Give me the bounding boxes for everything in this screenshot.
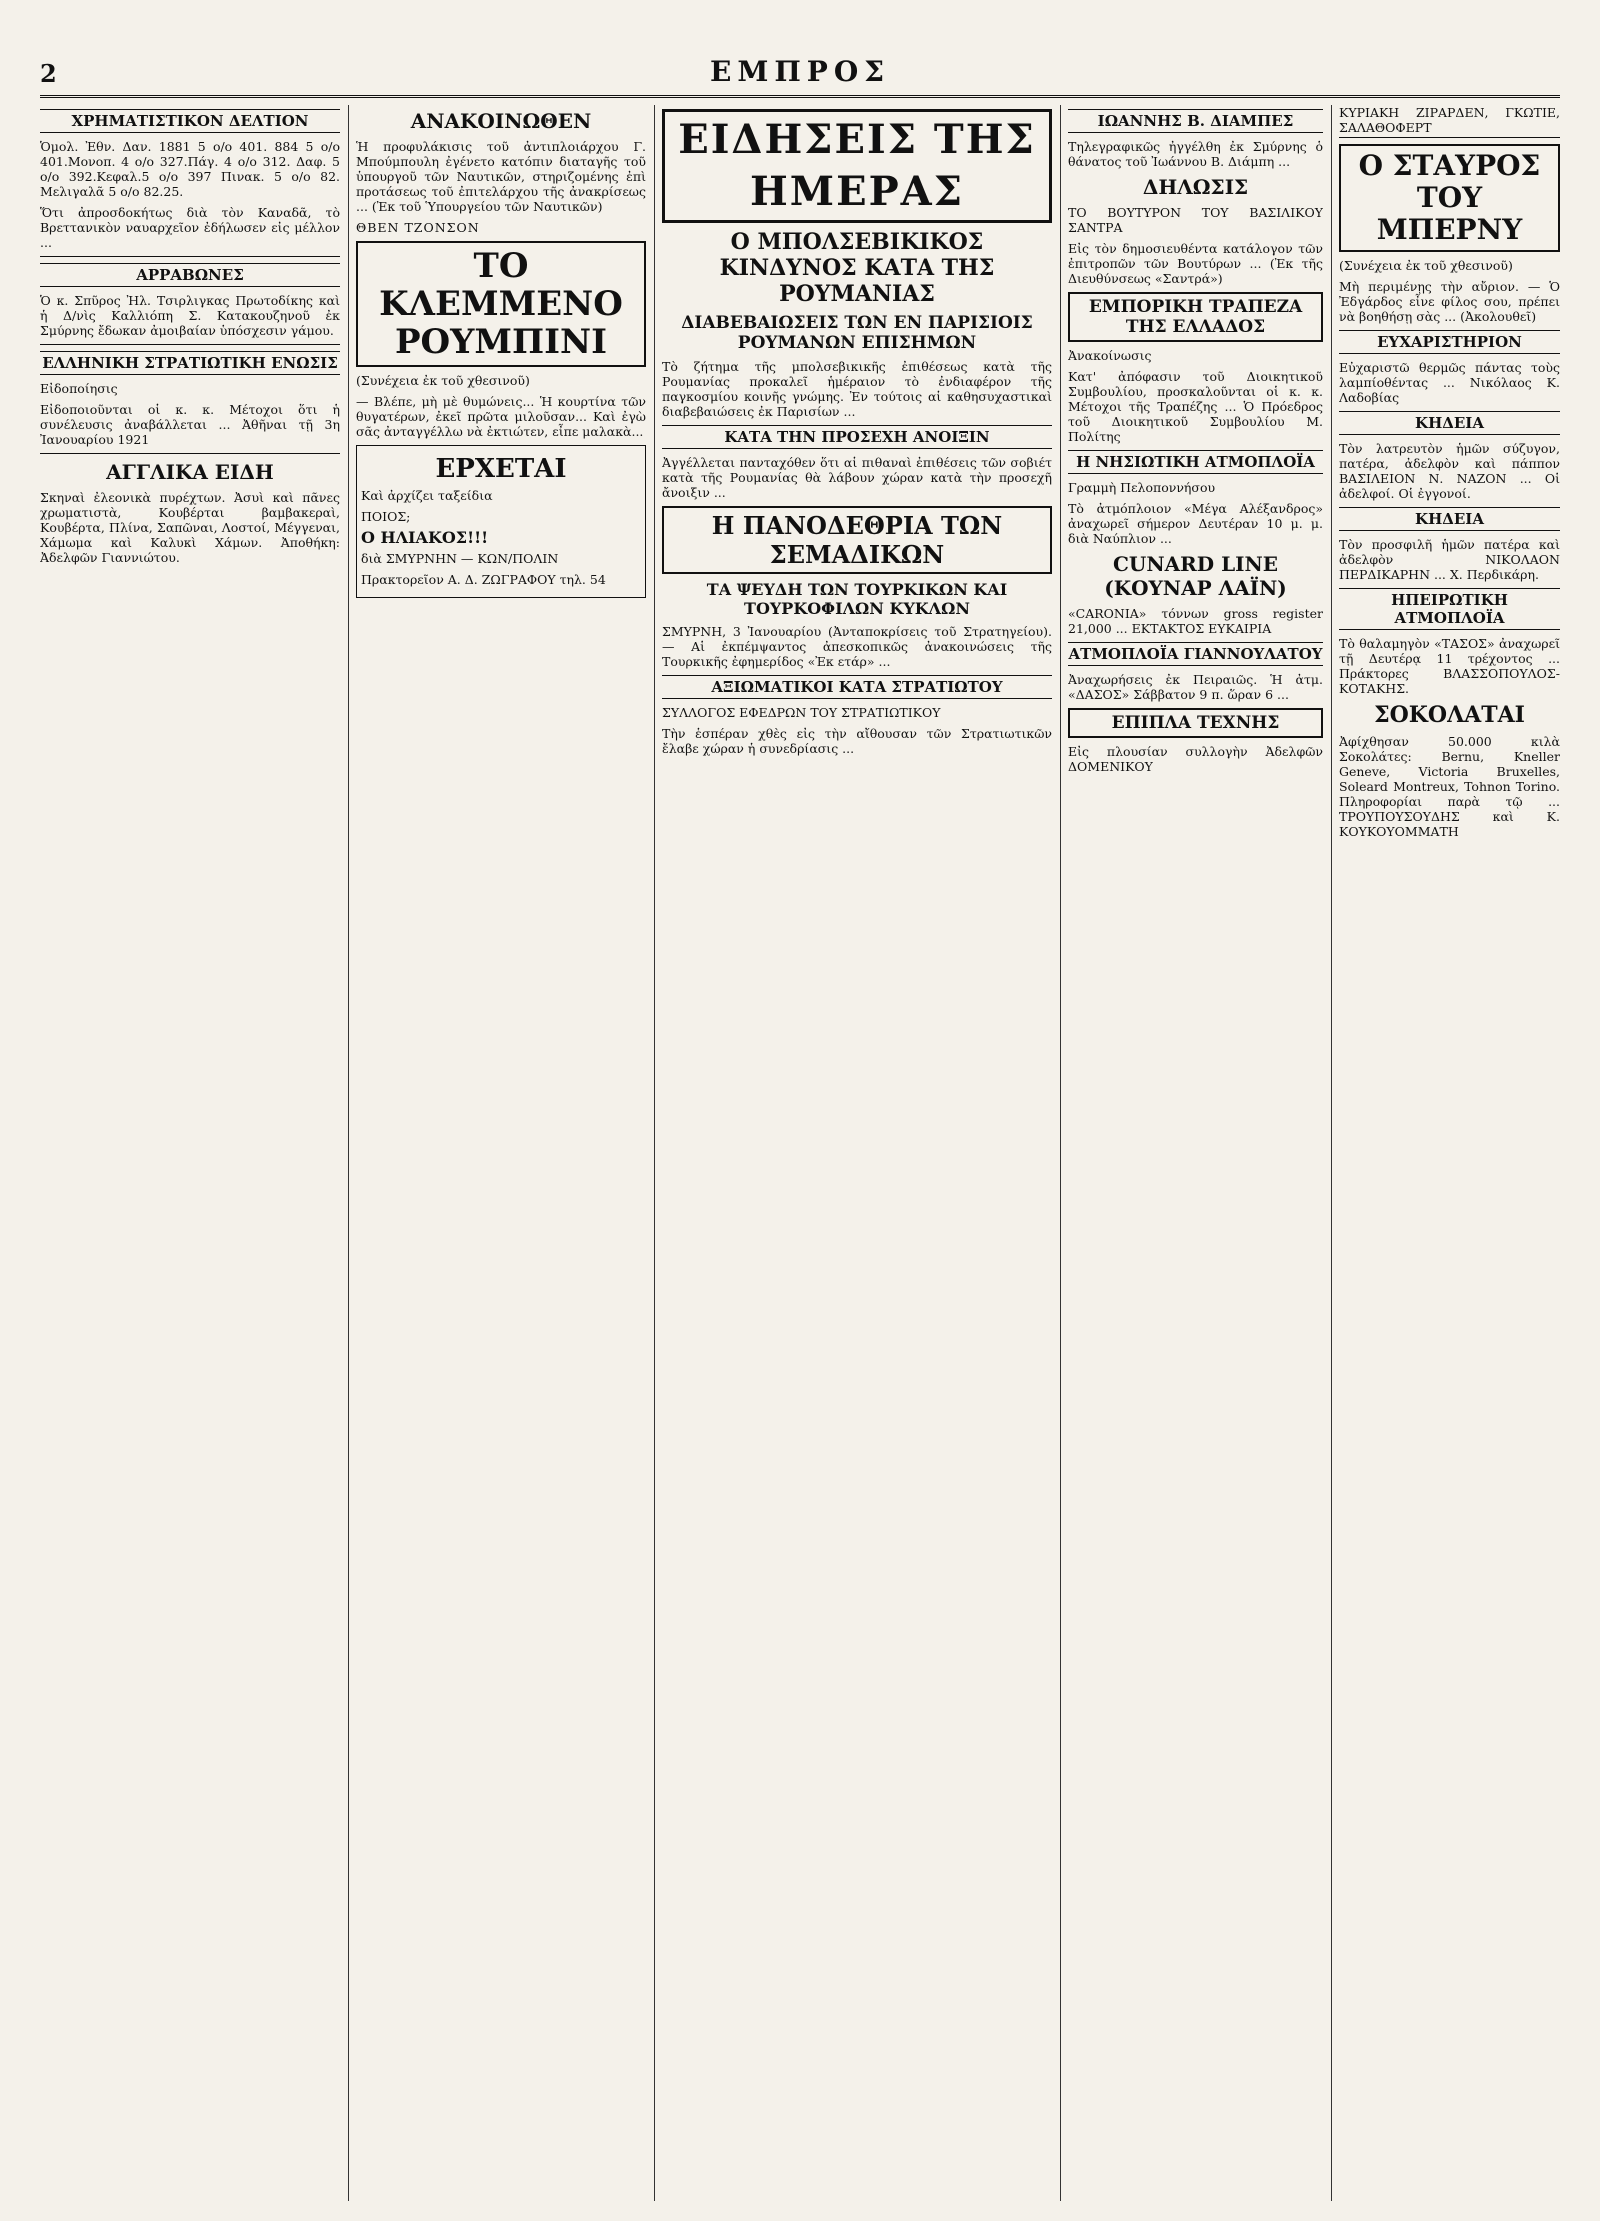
furniture-title: ΕΠΙΠΛΑ ΤΕΧΝΗΣ: [1068, 708, 1323, 738]
funeral-title-1: ΚΗΔΕΙΑ: [1339, 411, 1560, 435]
romania-subhead: ΔΙΑΒΕΒΑΙΩΣΕΙΣ ΤΩΝ ΕΝ ΠΑΡΙΣΙΟΙΣ ΡΟΥΜΑΝΩΝ ΕΠΙΣΗΜΩΝ: [681, 313, 1033, 353]
column-rule: [654, 105, 655, 2201]
declaration-title: ΔΗΛΩΣΙΣ: [1142, 175, 1249, 199]
serial-body: — Βλέπε, μὴ μὲ θυμώνεις... Ἡ κουρτίνα τῶν θυγατέρων, ἐκεῖ πρῶτα μιλοῦσαν... Καὶ ἐγὼ σᾶς ἀνταγγέλλω νὰ ἐκτιώτεν, εἶπε μαλακὰ...: [356, 394, 646, 439]
officers-body: Τὴν ἑσπέραν χθὲς εἰς τὴν αἴθουσαν τῶν Στρατιωτικῶν ἔλαβε χώραν ἡ συνεδρίασις ...: [662, 726, 1052, 756]
cross-body: Μὴ περιμένῃς τὴν αὔριον. — Ὁ Ἐδγάρδος εἶνε φίλος σου, πρέπει νὰ βοηθήσῃ σὰς ... (Ἀκολουθεῖ): [1339, 279, 1560, 324]
thanks-title: ΕΥΧΑΡΙΣΤΗΡΙΟΝ: [1339, 330, 1560, 354]
financial-bulletin-body: Ὁμολ. Ἐθν. Δαν. 1881 5 ο/ο 401. 884 5 ο/ο 401.Μονοπ. 4 ο/ο 327.Πάγ. 4 ο/ο 312. Δαφ. 5 ο/ο 392.Κεφαλ.5 ο/ο 397 Πινακ. 5 ο/ο 82. Μελιγαλᾶ 5 ο/ο 82.25.: [40, 139, 340, 199]
chocolates-body: Ἀφίχθησαν 50.000 κιλὰ Σοκολάτες: Bernu, Kneller Geneve, Victoria Bruxelles, Soleard Montreux, Tohnon Torino. Πληροφορίαι παρὰ τῷ ... ΤΡΟΥΠΟΥΣΟΥΔΗΣ καὶ Κ. ΚΟΥΚΟΥΟΜΜΑΤΗ: [1339, 734, 1560, 839]
financial-bulletin-body-2: Ὅτι ἀπροσδοκήτως διὰ τὸν Καναδᾶ, τὸ Βρεττανικὸν ναυαρχεῖον ἐδήλωσεν εἰς μέλλον ...: [40, 205, 340, 250]
column-2: [356, 105, 646, 2201]
ship-advert-title: ΕΡΧΕΤΑΙ: [435, 454, 567, 484]
spring-subhead: ΚΑΤΑ ΤΗΝ ΠΡΟΣΕΧΗ ΑΝΟΙΞΙΝ: [662, 425, 1052, 449]
ship-advert-agent: Πρακτορεῖον Α. Δ. ΖΩΓΡΑΦΟΥ τηλ. 54: [361, 572, 606, 587]
column-rule: [1060, 105, 1061, 2201]
furniture-body: Εἰς πλουσίαν συλλογὴν Ἀδελφῶν ΔΟΜΕΝΙΚΟΥ: [1068, 744, 1323, 774]
column-1: [40, 105, 340, 2201]
giannoulatos-body: Ἀναχωρήσεις ἐκ Πειραιῶς. Ἡ ἀτμ. «ΔΑΣΟΣ» Σάββατον 9 π. ὥραν 6 ...: [1068, 672, 1323, 702]
romania-body: Τὸ ζήτημα τῆς μπολσεβικικῆς ἐπιθέσεως κατὰ τῆς Ρουμανίας προκαλεῖ ἡμέραιον τὸ ἐνδιαφέρον τῆς παγκοσμίου κοινῆς γνώμης. Ἐν τούτοις αἱ καθησυχαστικαὶ διαβεβαιώσεις ἐκ Παρισίων ...: [662, 359, 1052, 419]
epirus-line-title: ΗΠΕΙΡΩΤΙΚΗ ΑΤΜΟΠΛΟΪΑ: [1339, 588, 1560, 630]
declaration-subtitle: ΤΟ ΒΟΥΤΥΡΟΝ ΤΟΥ ΒΑΣΙΛΙΚΟΥ ΣΑΝΤΡΑ: [1068, 205, 1323, 235]
cross-continuation: (Συνέχεια ἐκ τοῦ χθεσινοῦ): [1339, 258, 1513, 273]
column-rule: [1331, 105, 1332, 2201]
officers-headline: ΑΞΙΩΜΑΤΙΚΟΙ ΚΑΤΑ ΣΤΡΑΤΙΩΤΟΥ: [662, 675, 1052, 699]
funeral-title-2: ΚΗΔΕΙΑ: [1339, 507, 1560, 531]
financial-bulletin-title: ΧΡΗΜΑΤΙΣΤΙΚΟΝ ΔΕΛΤΙΟΝ: [40, 109, 340, 133]
chocolates-title: ΣΟΚΟΛΑΤΑΙ: [1374, 702, 1525, 728]
spring-body: Ἀγγέλλεται πανταχόθεν ὅτι αἱ πιθαναὶ ἐπιθέσεις τῶν σοβιέτ κατὰ τῆς Ρουμανίας θὰ λάβουν χώραν κατὰ τὴν προσεχῆ ἄνοιξιν ...: [662, 455, 1052, 500]
engagements-title: ΑΡΡΑΒΩΝΕΣ: [40, 263, 340, 287]
ship-advert-line-2: ΠΟΙΟΣ;: [361, 509, 411, 524]
announcement-body: Ἡ προφυλάκισις τοῦ ἀντιπλοιάρχου Γ. Μπούμπουλη ἐγένετο κατόπιν διαταγῆς τοῦ ὑπουργοῦ τῶν Ναυτικῶν, στηριζομένης ἐπὶ προτάσεως τοῦ ἐπιτελάρχου τῆς ἀνακρίσεως ... (Ἐκ τοῦ Ὑπουργείου τῶν Ναυτικῶν): [356, 139, 646, 214]
military-union-title: ΕΛΛΗΝΙΚΗ ΣΤΡΑΤΙΩΤΙΚΗ ΕΝΩΣΙΣ: [40, 351, 340, 375]
news-of-day-banner: ΕΙΔΗΣΕΙΣ ΤΗΣ ΗΜΕΡΑΣ: [662, 109, 1052, 223]
column-5: [1339, 105, 1560, 2201]
bank-title: ΕΜΠΟΡΙΚΗ ΤΡΑΠΕΖΑ ΤΗΣ ΕΛΛΑΔΟΣ: [1068, 292, 1323, 342]
page-number: 2: [40, 59, 57, 88]
declaration-body: Εἰς τὸν δημοσιευθέντα κατάλογον τῶν ἐπιτροπῶν τῶν Βουτύρων ... (Ἐκ τῆς Διευθύνσεως «Σαντρά»): [1068, 241, 1323, 286]
obituary-title: ΙΩΑΝΝΗΣ Β. ΔΙΑΜΠΕΣ: [1068, 109, 1323, 133]
masthead: [40, 55, 1560, 98]
paper-name: ΕΜΠΡΟΣ: [709, 55, 891, 88]
ship-advert: [356, 445, 646, 598]
ship-advert-line-1: Καὶ ἀρχίζει ταξείδια: [361, 488, 493, 503]
ship-advert-route: διὰ ΣΜΥΡΝΗΝ — ΚΩΝ/ΠΟΛΙΝ: [361, 551, 559, 566]
column-4: [1068, 105, 1323, 2201]
funeral-body-2: Τὸν προσφιλῆ ἡμῶν πατέρα καὶ ἀδελφὸν ΝΙΚΟΛΑΟΝ ΠΕΡΔΙΚΑΡΗΝ ... Χ. Περδικάρη.: [1339, 537, 1560, 582]
ship-advert-ship-name: Ο ΗΛΙΑΚΟΣ!!!: [361, 528, 489, 547]
military-union-subtitle: Εἰδοποίησις: [40, 381, 118, 396]
cunard-body: «CARONIA» τόννων gross register 21,000 ... ΕΚΤΑΚΤΟΣ ΕΥΚΑΙΡΙΑ: [1068, 606, 1323, 636]
giannoulatos-title: ΑΤΜΟΠΛΟΪΑ ΓΙΑΝΝΟΥΛΑΤΟΥ: [1068, 642, 1323, 666]
semadikon-headline: Η ΠΑΝΟΔΕΘΡΙΑ ΤΩΝ ΣΕΜΑΔΙΚΩΝ: [662, 506, 1052, 574]
semadikon-body: ΣΜΥΡΝΗ, 3 Ἰανουαρίου (Ἀνταποκρίσεις τοῦ Στρατηγείου). — Αἱ ἐκπέμψαντος ἀπεσκοπικῶς ἀνακοινώσεις τῆς Τουρκικῆς ἐφημερίδος «Ἐκ ετάρ» ...: [662, 624, 1052, 669]
engagements-body: Ὁ κ. Σπῦρος Ἠλ. Τσιρλιγκας Πρωτοδίκης καὶ ἡ Δ/νὶς Καλλιόπη Σ. Κατακουζηνοῦ ἐκ Σμύρνης ἔδωκαν ἀμοιβαίαν ὑπόσχεσιν γάμου.: [40, 293, 340, 338]
island-line-title: Η ΝΗΣΙΩΤΙΚΗ ΑΤΜΟΠΛΟΪΑ: [1068, 450, 1323, 474]
epirus-line-body: Τὸ θαλαμηγὸν «ΤΑΣΟΣ» ἀναχωρεῖ τῇ Δευτέρᾳ 11 τρέχοντος ... Πράκτορες ΒΛΑΣΣΟΠΟΥΛΟΣ-ΚΟΤΑΚΗΣ.: [1339, 636, 1560, 696]
bank-subtitle: Ἀνακοίνωσις: [1068, 348, 1152, 363]
romania-headline: Ο ΜΠΟΛΣΕΒΙΚΙΚΟΣ ΚΙΝΔΥΝΟΣ ΚΑΤΑ ΤΗΣ ΡΟΥΜΑΝΙΑΣ: [719, 229, 995, 307]
announcement-title: ΑΝΑΚΟΙΝΩΘΕΝ: [410, 109, 592, 133]
serial-headline: ΤΟ ΚΛΕΜΜΕΝΟ ΡΟΥΜΠΙΝΙ: [356, 241, 646, 367]
semadikon-subhead: ΤΑ ΨΕΥΔΗ ΤΩΝ ΤΟΥΡΚΙΚΩΝ ΚΑΙ ΤΟΥΡΚΟΦΙΛΩΝ ΚΥΚΛΩΝ: [706, 580, 1008, 618]
thanks-body: Εὐχαριστῶ θερμῶς πάντας τοὺς λαμπίοθέντας ... Νικόλαος Κ. Λαδοβίας: [1339, 360, 1560, 405]
serial-byline: ΘΒΕΝ ΤΖΟΝΣΟΝ: [356, 220, 480, 235]
serial-continuation: (Συνέχεια ἐκ τοῦ χθεσινοῦ): [356, 373, 530, 388]
funeral-body-1: Τὸν λατρευτὸν ἡμῶν σύζυγον, πατέρα, ἀδελφὸν καὶ πάππον ΒΑΣΙΛΕΙΟΝ Ν. ΝΑΖΟΝ ... Οἱ ἀδελφοί. Οἱ ἐγγονοί.: [1339, 441, 1560, 501]
cross-headline: Ο ΣΤΑΥΡΟΣ ΤΟΥ ΜΠΕΡΝΥ: [1339, 144, 1560, 252]
english-goods-title: ΑΓΓΛΙΚΑ ΕΙΔΗ: [106, 460, 274, 484]
island-line-body: Τὸ ἀτμόπλοιον «Μέγα Αλέξανδρος» ἀναχωρεῖ σήμερον Δευτέραν 10 μ. μ. διὰ Ναύπλιον ...: [1068, 501, 1323, 546]
column-3: [662, 105, 1052, 2201]
officers-subhead: ΣΥΛΛΟΓΟΣ ΕΦΕΔΡΩΝ ΤΟΥ ΣΤΡΑΤΙΩΤΙΚΟΥ: [662, 705, 941, 720]
island-line-subtitle: Γραμμὴ Πελοποννήσου: [1068, 480, 1216, 495]
bank-body: Κατ' ἀπόφασιν τοῦ Διοικητικοῦ Συμβουλίου, προσκαλοῦνται οἱ κ. κ. Μέτοχοι τῆς Τραπέζης ... Ὁ Πρόεδρος τοῦ Διοικητικοῦ Συμβουλίου Μ. Πολίτης: [1068, 369, 1323, 444]
column-rule: [348, 105, 349, 2201]
military-union-body: Εἰδοποιοῦνται οἱ κ. κ. Μέτοχοι ὅτι ἡ συνέλευσις ἀναβάλλεται ... Ἀθῆναι τῇ 3η Ἰανουαρίου 1921: [40, 402, 340, 447]
obituary-body: Τηλεγραφικῶς ἠγγέλθη ἐκ Σμύρνης ὁ θάνατος τοῦ Ἰωάννου Β. Διάμπη ...: [1068, 139, 1323, 169]
english-goods-body: Σκηναὶ ἐλεονικὰ πυρέχτων. Ἀσυὶ καὶ πᾶνες χρωματιστὰ, Κουβέρται βαμβακεραὶ, Κουβέρτα, Πλίνα, Σαπῶναι, Λοστοί, Μέγγεναι, Χάμωμα καὶ Καλυκὶ Χάμων. Ἀποθήκη: Ἀδελφῶν Γιαννιώτου.: [40, 490, 340, 565]
serial-authors: ΚΥΡΙΑΚΗ ΖΙΡΑΡΔΕΝ, ΓΚΩΤΙΕ, ΣΑΛΑΘΟΦΕΡΤ: [1339, 105, 1560, 138]
cunard-title: CUNARD LINE (ΚΟΥΝΑΡ ΛΑΪΝ): [1104, 552, 1287, 600]
